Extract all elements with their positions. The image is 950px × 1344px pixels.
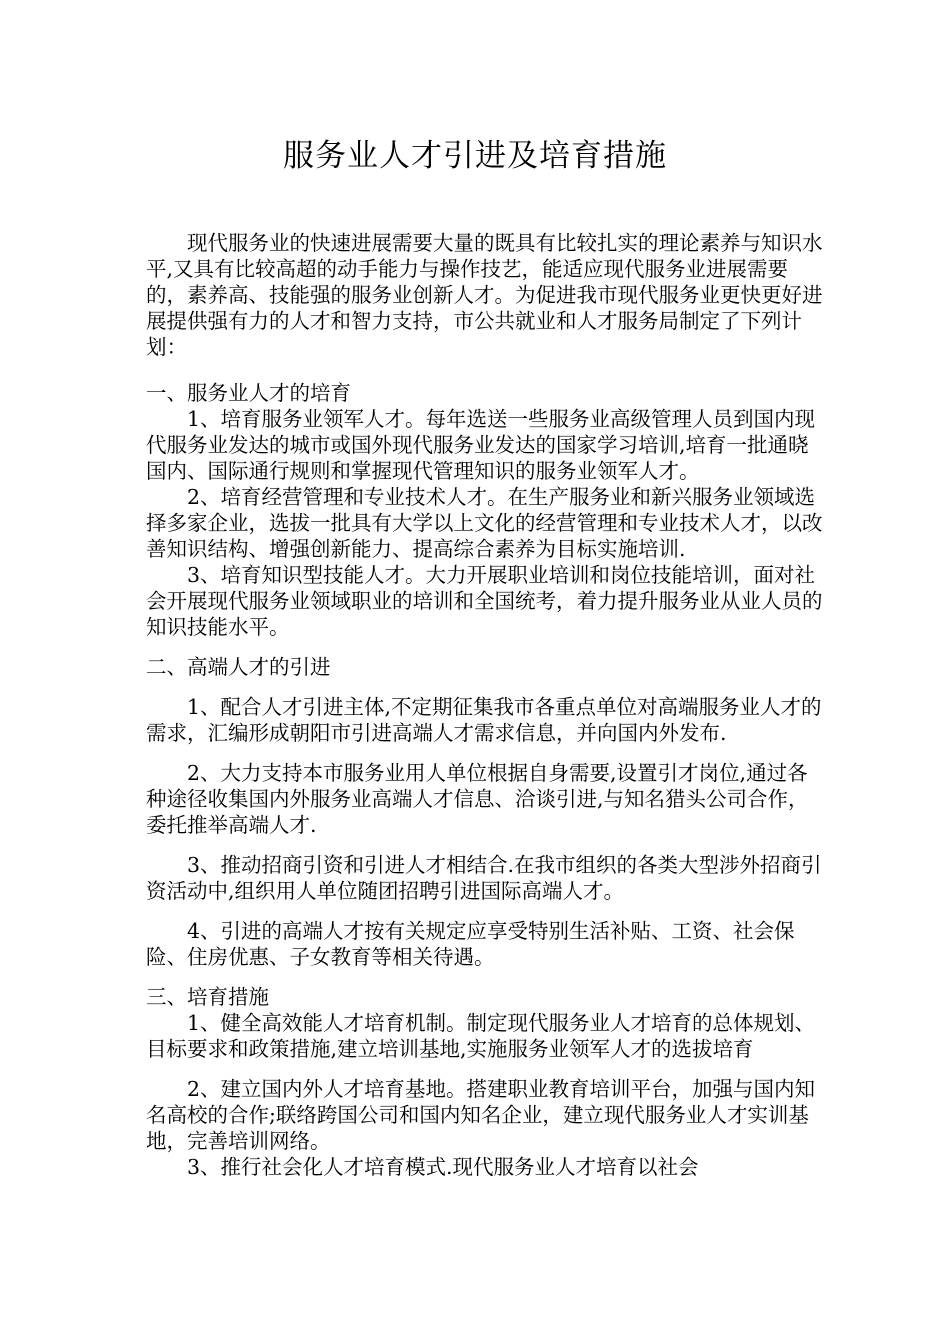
section-2-item-2: 2、大力支持本市服务业用人单位根据自身需要,设置引才岗位,通过各种途径收集国内外服务业高端人才信息、洽谈引进,与知名猎头公司合作，委托推举高端人才. bbox=[146, 761, 809, 837]
document-title: 服务业人才引进及培育措施 bbox=[283, 138, 667, 174]
section-3-item-3: 3、推行社会化人才培育模式.现代服务业人才培育以社会 bbox=[187, 1155, 699, 1179]
section-3-item-1: 1、健全高效能人才培育机制。制定现代服务业人才培育的总体规划、目标要求和政策措施,建立培训基地,实施服务业领军人才的选拔培育 bbox=[146, 1011, 816, 1061]
section-heading-1: 一、服务业人才的培育 bbox=[146, 381, 351, 405]
section-2-item-1: 1、配合人才引进主体,不定期征集我市各重点单位对高端服务业人才的需求，汇编形成朝阳市引进高端人才需求信息，并向国内外发布. bbox=[146, 695, 822, 745]
intro-paragraph: 现代服务业的快速进展需要大量的既具有比较扎实的理论素养与知识水平,又具有比较高超的动手能力与操作技艺，能适应现代服务业进展需要的，素养高、技能强的服务业创新人才。为促进我市现代服务业更快更好进展提供强有力的人才和智力支持，市公共就业和人才服务局制定了下列计划： bbox=[146, 231, 823, 359]
section-heading-3: 三、培育措施 bbox=[146, 985, 269, 1009]
section-1-item-1: 1、培育服务业领军人才。每年选送一些服务业高级管理人员到国内现代服务业发达的城市或国外现代服务业发达的国家学习培训,培育一批通晓国内、国际通行规则和掌握现代管理知识的服务业领军人才。 bbox=[146, 407, 816, 483]
document-body bbox=[146, 230, 826, 1180]
section-1-item-3: 3、培育知识型技能人才。大力开展职业培训和岗位技能培训，面对社会开展现代服务业领域职业的培训和全国统考，着力提升服务业从业人员的知识技能水平。 bbox=[146, 563, 823, 639]
section-2-item-4: 4、引进的高端人才按有关规定应享受特别生活补贴、工资、社会保险、住房优惠、子女教育等相关待遇。 bbox=[146, 919, 795, 969]
section-3-item-2: 2、建立国内外人才培育基地。搭建职业教育培训平台，加强与国内知名高校的合作;联络跨国公司和国内知名企业，建立现代服务业人才实训基地，完善培训网络。 bbox=[146, 1077, 816, 1153]
section-heading-2: 二、高端人才的引进 bbox=[146, 655, 331, 679]
section-2-item-3: 3、推动招商引资和引进人才相结合.在我市组织的各类大型涉外招商引资活动中,组织用人单位随团招聘引进国际高端人才。 bbox=[146, 853, 822, 903]
section-1-item-2: 2、培育经营管理和专业技术人才。在生产服务业和新兴服务业领域选择多家企业，选拔一批具有大学以上文化的经营管理和专业技术人才，以改善知识结构、增强创新能力、提高综合素养为目标实施培训. bbox=[146, 485, 823, 561]
